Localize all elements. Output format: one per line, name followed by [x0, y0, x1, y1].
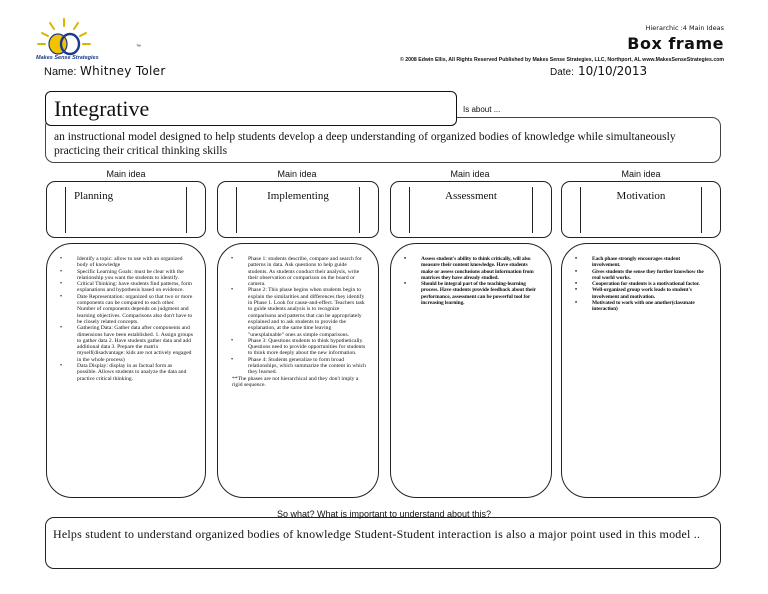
list-item[interactable]: • Data Display: display in as factual form as possible. Allows students to analyze the data and practice critical thinking.	[77, 363, 193, 382]
details-box-implementing	[217, 243, 379, 498]
details-box-planning	[46, 243, 206, 498]
list-item[interactable]: • Should be integral part of the teaching-learning process. Have students provide feedback about their performance, assessment can be powerful tool for increasing learning.	[421, 281, 539, 306]
list-item[interactable]: • Identify a topic: allow to use with an organized body of knowledge	[77, 256, 193, 269]
list-item[interactable]: • Phase 1: students describe, compare and search for patterns in data. Ask questions to help guide students. As students conduct their analysis, write their observation or comparison on the board or camera.	[248, 256, 366, 287]
date-field[interactable]: 10/10/2013	[578, 64, 648, 78]
date-label: Date:	[550, 67, 574, 78]
so-what-text[interactable]: Helps student to understand organized bodies of knowledge Student-Student interaction is also a major point used in this model ..	[53, 527, 701, 541]
name-label: Name:	[44, 66, 77, 78]
concept-box	[45, 91, 457, 126]
main-idea-title-assessment[interactable]: Assessment	[445, 190, 497, 202]
main-idea-label-4: Main idea	[621, 169, 661, 179]
details-list-motivation	[592, 256, 708, 313]
list-item[interactable]: • Cooperation for students is a motivational factor.	[592, 281, 708, 287]
hierarchic-label: Hierarchic :4 Main Ideas	[645, 24, 724, 32]
main-idea-title-motivation[interactable]: Motivation	[616, 190, 666, 202]
list-item[interactable]: • Gathering Data: Gather data after components and dimensions have been established. 1. Assign groups to gather data 2. Have students gather data and add additional data 3. Prepare the matrix myself(disadvantage: kids are not actively engaged in the whole process)	[77, 325, 193, 363]
is-about-label: Is about ...	[463, 105, 501, 114]
copyright-line: © 2008 Edwin Ellis, All Rights Reserved Published by Makes Sense Strategies, LLC, Northport, AL www.MakesSenseStrategies.com	[399, 57, 724, 63]
details-list-planning	[77, 256, 193, 382]
list-item[interactable]: • Critical Thinking: have students find patterns, form explanations and hypothesis based on evidence.	[77, 281, 193, 294]
main-idea-label-2: Main idea	[277, 169, 317, 179]
main-idea-title-planning[interactable]: Planning	[74, 190, 114, 202]
list-item[interactable]: • Gives students the sense they further knowhow the real world works.	[592, 269, 708, 282]
list-item[interactable]: • Phase 4: Students generalize to form broad relationships, which summarize the content in which they learned.	[248, 357, 366, 376]
main-idea-box-motivation	[561, 181, 721, 238]
details-list-implementing	[232, 256, 366, 388]
trademark-symbol: ™	[136, 44, 141, 50]
logo-text: Makes Sense Strategies	[36, 55, 99, 61]
definition-text[interactable]: an instructional model designed to help students develop a deep understanding of organized bodies of knowledge while simultaneously practicing their critical thinking skills	[54, 131, 676, 157]
list-item[interactable]: • Phase 3: Questions students to think hypothetically. Questions need to provide opportunities for students to think more deeply about the new information.	[248, 338, 366, 357]
main-idea-label-1: Main idea	[106, 169, 146, 179]
main-idea-title-implementing[interactable]: Implementing	[267, 190, 329, 202]
details-list-assessment	[421, 256, 539, 306]
list-item[interactable]: • Well-organized group work leads to student's involvement and motivation.	[592, 287, 708, 300]
so-what-label: So what? What is important to understand about this?	[276, 509, 492, 519]
details-box-motivation	[561, 243, 721, 498]
concept-title[interactable]: Integrative	[54, 96, 150, 121]
main-idea-box-implementing	[217, 181, 379, 238]
list-item[interactable]: • Assess student's ability to think critically, will also measure their content knowledge. Have students make or assess conclusions about information from matrices they have already studied.	[421, 256, 539, 281]
name-field[interactable]: Whitney Toler	[80, 64, 166, 78]
main-idea-box-assessment	[390, 181, 552, 238]
list-item[interactable]: • Specific Learning Goals: must be clear with the relationship you want the students to identify.	[77, 269, 193, 282]
list-item[interactable]: • Date Representation: organized so that two or more components can be compared to each other. Number of components depends on judgment and learning objectives. Comparisons also don't have to be closely related concepts.	[77, 294, 193, 325]
so-what-box	[45, 517, 721, 569]
page-title: Box frame	[627, 34, 724, 53]
list-item[interactable]: • Phase 2: This phase begins when students begin to explain the similarities and differences they identify in Phase 1. Look for cause-and-effect. Teachers task to guide students analysis is to recognize comparisons and patterns that can be appropriately explained and to ask students to provide the explanation, at the same time leaving "unexplainable" ones as simple comparisons.	[248, 287, 366, 337]
main-idea-label-3: Main idea	[450, 169, 490, 179]
main-idea-box-planning	[46, 181, 206, 238]
details-box-assessment	[390, 243, 552, 498]
list-item[interactable]: • Motivated to work with one another(classmate interaction)	[592, 300, 708, 313]
phases-note: **The phases are not hierarchical and they don't imply a rigid sequence.	[232, 375, 359, 388]
list-item[interactable]: • Each phase strongly encourages student involvement.	[592, 256, 708, 269]
